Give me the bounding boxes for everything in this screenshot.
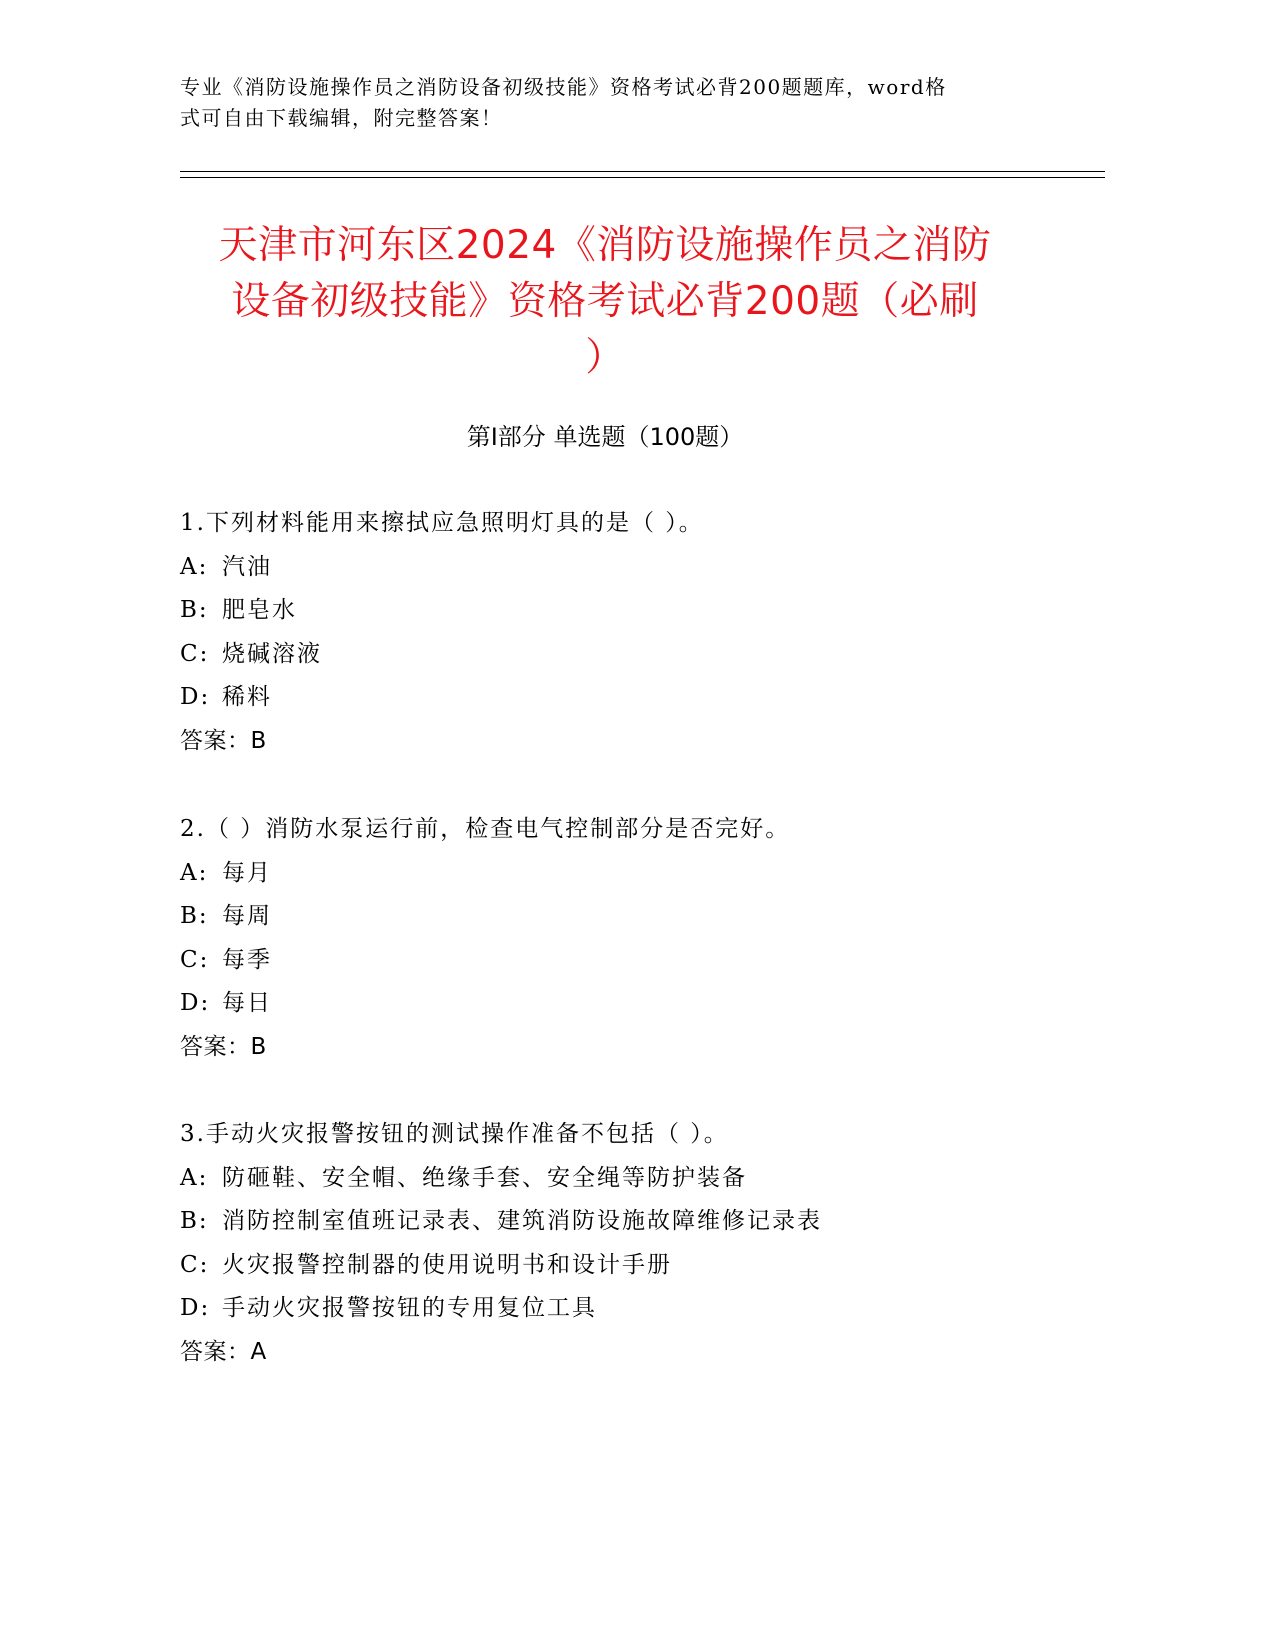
option-c bbox=[180, 944, 1120, 988]
option-text: 每月 bbox=[222, 859, 272, 886]
option-text: 火灾报警控制器的使用说明书和设计手册 bbox=[222, 1251, 672, 1278]
question-stem: 3.手动火灾报警按钮的测试操作准备不包括（ ）。 bbox=[180, 1121, 729, 1147]
header-divider-thick bbox=[180, 171, 1105, 172]
option-d bbox=[180, 681, 1120, 725]
option-key: C: bbox=[180, 1251, 210, 1278]
option-key: C: bbox=[180, 946, 210, 973]
header-note-line-2: 式可自由下载编辑，附完整答案！ bbox=[180, 106, 503, 130]
option-text: 每日 bbox=[222, 990, 272, 1016]
option-text: 稀料 bbox=[222, 684, 272, 710]
title-line-3: ） bbox=[585, 335, 625, 380]
option-c bbox=[180, 638, 1120, 682]
option-c bbox=[180, 1249, 1120, 1293]
option-text: 汽油 bbox=[222, 553, 272, 580]
option-text: 手动火灾报警按钮的专用复位工具 bbox=[222, 1295, 597, 1321]
option-key: A: bbox=[180, 859, 209, 886]
option-b bbox=[180, 1205, 1120, 1249]
option-key: D: bbox=[180, 1295, 211, 1321]
question-stem: 1.下列材料能用来擦拭应急照明灯具的是（ ）。 bbox=[180, 510, 704, 536]
option-key: B: bbox=[180, 903, 209, 929]
header-divider-thin bbox=[180, 177, 1105, 178]
option-text: 防砸鞋、安全帽、绝缘手套、安全绳等防护装备 bbox=[222, 1164, 747, 1191]
option-d bbox=[180, 987, 1120, 1031]
option-a bbox=[180, 857, 1120, 901]
option-key: A: bbox=[180, 1164, 209, 1191]
title-line-1: 天津市河东区2024《消防设施操作员之消防 bbox=[218, 223, 992, 268]
question-2 bbox=[180, 813, 1120, 1074]
answer: 答案：B bbox=[180, 1033, 267, 1060]
document-header-note bbox=[180, 72, 1040, 134]
option-key: B: bbox=[180, 1208, 209, 1234]
option-text: 烧碱溶液 bbox=[222, 640, 322, 667]
section-title: 第Ⅰ部分 单选题（100题） bbox=[466, 423, 744, 451]
option-text: 每季 bbox=[222, 946, 272, 973]
option-text: 肥皂水 bbox=[222, 597, 297, 623]
header-note-line-1: 专业《消防设施操作员之消防设备初级技能》资格考试必背200题题库，word格 bbox=[180, 75, 947, 99]
option-a bbox=[180, 1162, 1120, 1206]
option-key: D: bbox=[180, 990, 211, 1016]
answer: 答案：B bbox=[180, 727, 267, 754]
option-key: D: bbox=[180, 684, 211, 710]
title-line-2: 设备初级技能》资格考试必背200题（必刷 bbox=[231, 279, 979, 324]
option-key: B: bbox=[180, 597, 209, 623]
option-key: A: bbox=[180, 553, 209, 580]
option-text: 消防控制室值班记录表、建筑消防设施故障维修记录表 bbox=[222, 1208, 822, 1234]
question-stem: 2.（ ）消防水泵运行前，检查电气控制部分是否完好。 bbox=[180, 816, 791, 842]
option-d bbox=[180, 1292, 1120, 1336]
option-key: C: bbox=[180, 640, 210, 667]
question-1 bbox=[180, 507, 1120, 768]
answer: 答案：A bbox=[180, 1338, 267, 1365]
option-a bbox=[180, 551, 1120, 595]
option-b bbox=[180, 900, 1120, 944]
question-3 bbox=[180, 1118, 1120, 1379]
option-b bbox=[180, 594, 1120, 638]
option-text: 每周 bbox=[222, 903, 272, 929]
document-title bbox=[160, 218, 1050, 386]
